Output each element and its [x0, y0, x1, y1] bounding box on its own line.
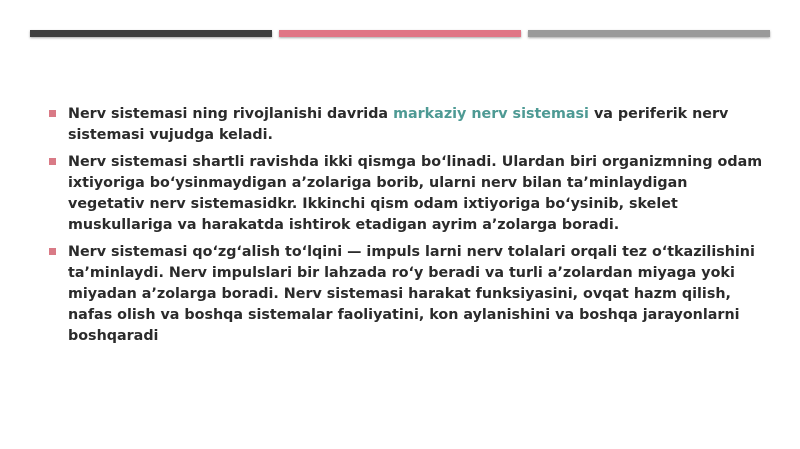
slide-content — [49, 104, 764, 353]
header-bar-gray — [528, 30, 770, 37]
bullet-1-text-before: Nerv sistemasi ning rivojlanishi davrida — [68, 106, 394, 122]
header-bar-pink — [279, 30, 521, 37]
bullet-2-text: Nerv sistemasi shartli ravishda ikki qismga bo‘linadi. Ulardan biri organizmning odam ixtiyoriga bo‘ysinmaydigan a’zolariga borib, ularni nerv bilan ta’minlaydigan vegetativ nerv sistemasidkr. Ikkinchi qism odam ixtiyoriga bo‘ysinib, skelet muskullariga va harakatda ishtirok etadigan ayrim a’zolarga boradi. — [68, 154, 763, 233]
bullet-3-text: Nerv sistemasi qo‘zg‘alish to‘lqini — impuls larni nerv tolalari orqali tez o‘tkazilishini ta’minlaydi. Nerv impulslari bir lahzada ro‘y beradi va turli a’zolardan miyaga yoki miyadan a’zolarga boradi. Nerv sistemasi harakat funksiyasini, ovqat hazm qilish, nafas olish va boshqa sistemalar faoliyatini, kon aylanishini va boshqa jarayonlarni boshqaradi — [68, 244, 755, 344]
square-bullet-icon — [49, 110, 56, 117]
bullet-item-2 — [49, 152, 764, 236]
header-bar-dark — [30, 30, 272, 37]
square-bullet-icon — [49, 158, 56, 165]
bullet-1-highlight: markaziy nerv sistemasi — [393, 106, 589, 122]
bullet-item-3 — [49, 242, 764, 347]
square-bullet-icon — [49, 248, 56, 255]
bullet-item-1 — [49, 104, 764, 146]
bullet-1-text-after: va periferik nerv sistemasi vujudga keladi. — [68, 106, 729, 143]
